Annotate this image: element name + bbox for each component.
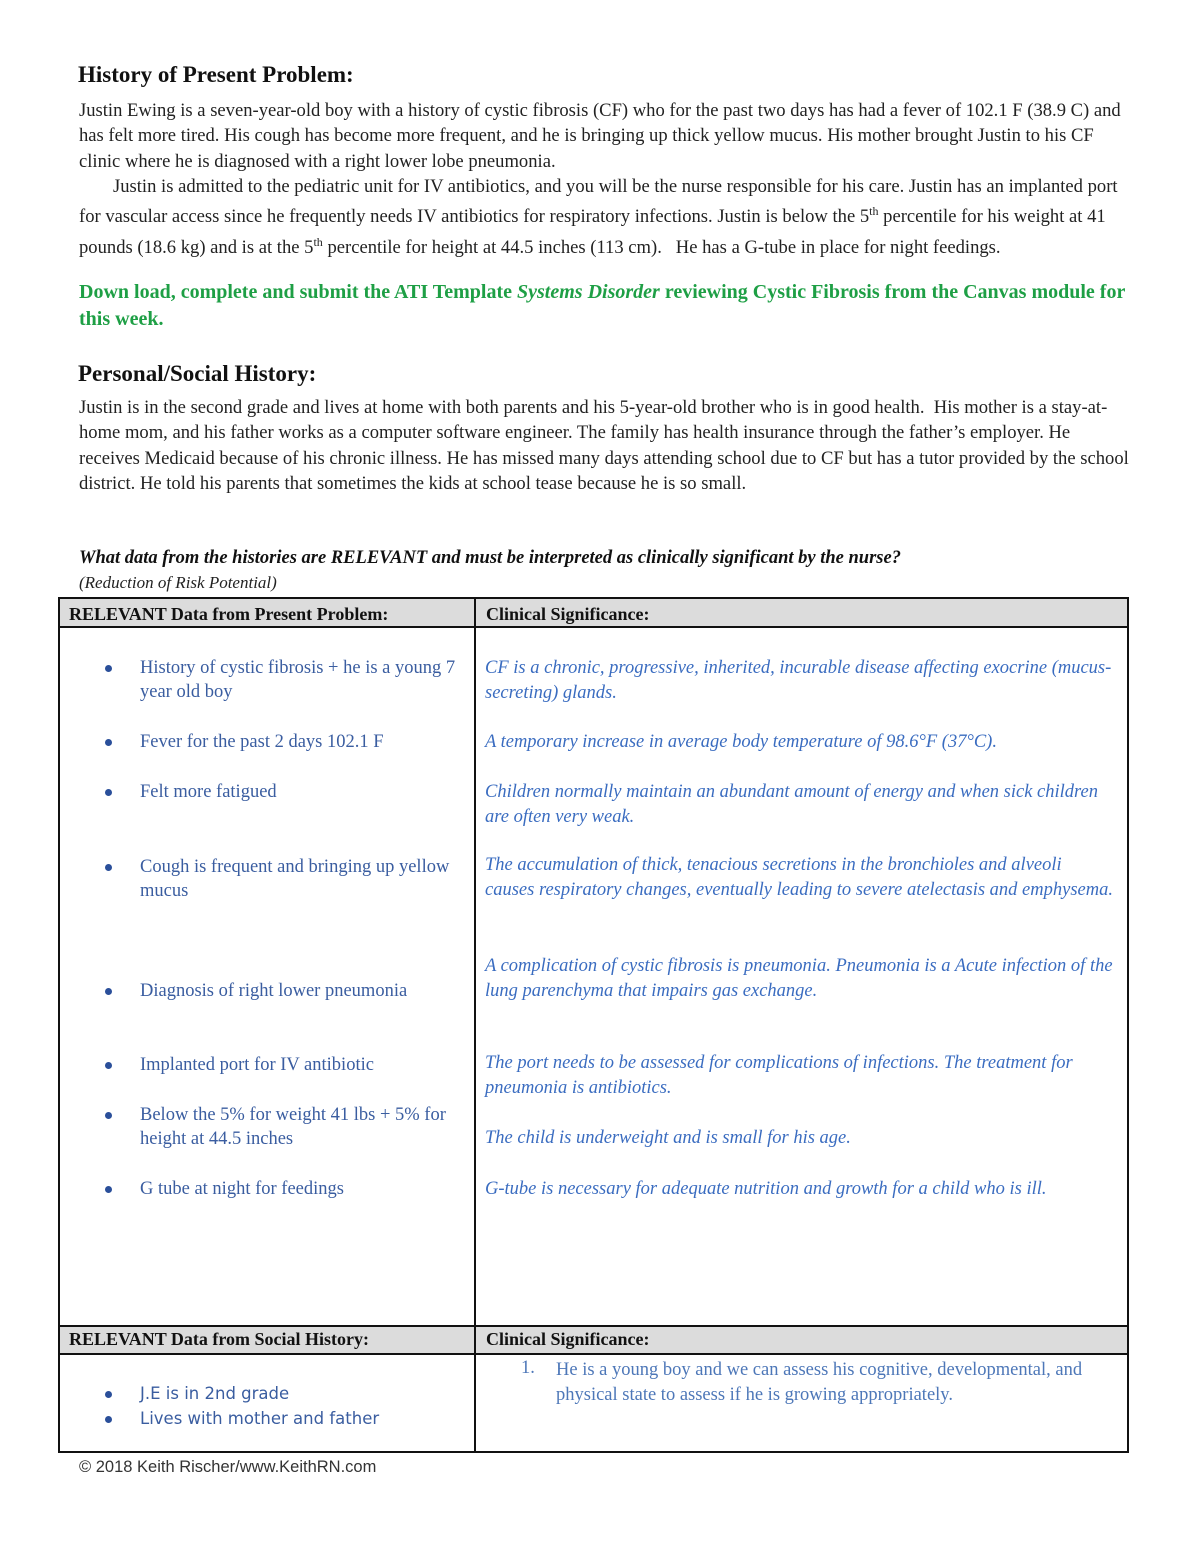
significance-text: CF is a chronic, progressive, inherited, incurable disease affecting exocrine (mucus-secreting) glands. bbox=[485, 658, 1112, 703]
assignment-instruction: Down load, complete and submit the ATI Template Systems Disorder reviewing Cystic Fibrosis from the Canvas module for this week. bbox=[79, 281, 1125, 330]
numbered-item-label: 1. bbox=[521, 1358, 535, 1378]
bullet-icon bbox=[105, 1112, 112, 1119]
hpp-paragraph-1: Justin Ewing is a seven-year-old boy with a history of cystic fibrosis (CF) who for the past two days has had a fever of 102.1 F (38.9 C) and has felt more tired. His cough has become more frequent, and he is bringing up thick yellow mucus. His mother brought Justin to his CF clinic where he is diagnosed with a right lower lobe pneumonia. bbox=[79, 100, 1126, 172]
hpp-heading: History of Present Problem: bbox=[78, 62, 354, 87]
hpp-paragraph-2: Justin is admitted to the pediatric unit for IV antibiotics, and you will be the nurse responsible for his care. Justin has an implanted port for vascular access since he frequently needs IV antibiotics for respiratory infections. Justin is below the 5th percentile for his weight at 41 pounds (18.6 kg) and is at the 5th percentile for height at 44.5 inches (113 cm). He has a G-tube in place for night feedings. bbox=[79, 176, 1123, 258]
question-prompt: What data from the histories are RELEVANT and must be interpreted as clinically significant by the nurse? bbox=[79, 548, 901, 568]
table-header-significance-2: Clinical Significance: bbox=[486, 1329, 650, 1349]
bullet-icon bbox=[105, 864, 112, 871]
bullet-icon bbox=[105, 1391, 112, 1398]
document-page: History of Present Problem: Justin Ewing is a seven-year-old boy with a history of cystic fibrosis (CF) who for the past two days has had a fever of 102.1 F (38.9 C) and has felt more tired. His cough has become more frequent, and he is bringing up thick yellow mucus. His mother brought Justin to his CF clinic where he is diagnosed with a right lower lobe pneumonia. Justin is admitted to the pediatric unit for IV antibiotics, and you will be the nurse responsible for his care. Justin has an implanted port for vascular access since he frequently needs IV antibiotics for respiratory infections. Justin is below the 5th percentile for his weight at 41 pounds (18.6 kg) and is at the 5th percentile for height at 44.5 inches (113 cm). He has a G-tube in place for night feedings. Down load, complete and submit the ATI Template Systems Disorder reviewing Cystic Fibrosis from the Canvas module for this week. Personal/Social History: Justin is in the second grade and lives at home with both parents and his 5-year-old brother who is in good health. His mother is a stay-at-home mom, and his father works as a computer software engineer. The family has health insurance through the father’s employer. He receives Medicaid because of his chronic illness. He has missed many days attending school due to CF but has a tutor provided by the school district. He told his parents that sometimes the kids at school tease because he is so small. What data from the histories are RELEVANT and must be interpreted as clinically significant by the nurse? (Reduction of Risk Potential) RELEVANT Data from Present Problem: Clinical Significance: History of cystic fibrosis + he is a young 7 year old boy CF is a chronic, progressive, inherited, incurable disease affecting exocrine (mucus-secreting) glands. Fever for the past 2 days 102.1 F A temporary increase in average body temperature of 98.6°F (37°C). Felt more fatigued Children normally maintain an abundant amount of energy and when sick children are often very weak. Cough is frequent and bringing up yellow mucus The accumulation of thick, tenacious secretions in the bronchioles and alveoli causes respiratory changes, eventually leading to severe atelectasis and emphysema. Diagnosis of right lower pneumonia A complication of cystic fibrosis is pneumonia. Pneumonia is a Acute infection of the lung parenchyma that impairs gas exchange. Implanted port for IV antibiotic The port needs to be assessed for complications of infections. The treatment for pneumonia is antibiotics. Below the 5% for weight 41 lbs + 5% for height at 44.5 inches The child is underweight and is small for his age. G tube at night for feedings G-tube is necessary for adequate nutrition and growth for a child who is ill. RELEVANT Data from Social History: Clinical Significance: J.E is in 2nd grade Lives with mother and father 1. He is a young boy and we can assess his cognitive, developmental, and physical state to assess if he is growing appropriately. © 2018 Keith Rischer/www.KeithRN.com bbox=[0, 0, 1200, 1553]
table-header-social-data: RELEVANT Data from Social History: bbox=[69, 1329, 370, 1349]
table-section-divider bbox=[58, 1325, 1129, 1327]
bullet-icon bbox=[105, 1186, 112, 1193]
bullet-icon bbox=[105, 988, 112, 995]
significance-text: G-tube is necessary for adequate nutrition and growth for a child who is ill. bbox=[485, 1179, 1047, 1199]
significance-text: The accumulation of thick, tenacious secretions in the bronchioles and alveoli causes respiratory changes, eventually leading to severe atelectasis and emphysema. bbox=[485, 855, 1113, 900]
table-header-significance-1: Clinical Significance: bbox=[486, 604, 650, 624]
significance-text: A complication of cystic fibrosis is pneumonia. Pneumonia is a Acute infection of the lung parenchyma that impairs gas exchange. bbox=[485, 956, 1113, 1001]
significance-text: Children normally maintain an abundant amount of energy and when sick children are often very weak. bbox=[485, 782, 1099, 827]
table-header-present-data: RELEVANT Data from Present Problem: bbox=[69, 604, 389, 624]
significance-text: The port needs to be assessed for complications of infections. The treatment for pneumonia is antibiotics. bbox=[485, 1053, 1073, 1098]
social-heading: Personal/Social History: bbox=[78, 361, 317, 386]
bullet-icon bbox=[105, 1062, 112, 1069]
table-header-divider-1 bbox=[58, 626, 1129, 628]
bullet-icon bbox=[105, 1416, 112, 1423]
question-subtitle: (Reduction of Risk Potential) bbox=[79, 573, 277, 592]
bullet-icon bbox=[105, 789, 112, 796]
table-header-divider-2 bbox=[58, 1353, 1129, 1355]
significance-text: The child is underweight and is small for his age. bbox=[485, 1128, 851, 1148]
bullet-icon bbox=[105, 739, 112, 746]
social-significance-text: He is a young boy and we can assess his cognitive, developmental, and physical state to assess if he is growing appropriately. bbox=[556, 1360, 1083, 1405]
significance-text: A temporary increase in average body temperature of 98.6°F (37°C). bbox=[485, 732, 997, 752]
social-paragraph: Justin is in the second grade and lives at home with both parents and his 5-year-old brother who is in good health. His mother is a stay-at-home mom, and his father works as a computer software engineer. The family has health insurance through the father’s employer. He receives Medicaid because of his chronic illness. He has missed many days attending school due to CF but has a tutor provided by the school district. He told his parents that sometimes the kids at school tease because he is so small. bbox=[79, 397, 1134, 494]
bullet-icon bbox=[105, 665, 112, 672]
copyright-footer: © 2018 Keith Rischer/www.KeithRN.com bbox=[79, 1458, 377, 1476]
